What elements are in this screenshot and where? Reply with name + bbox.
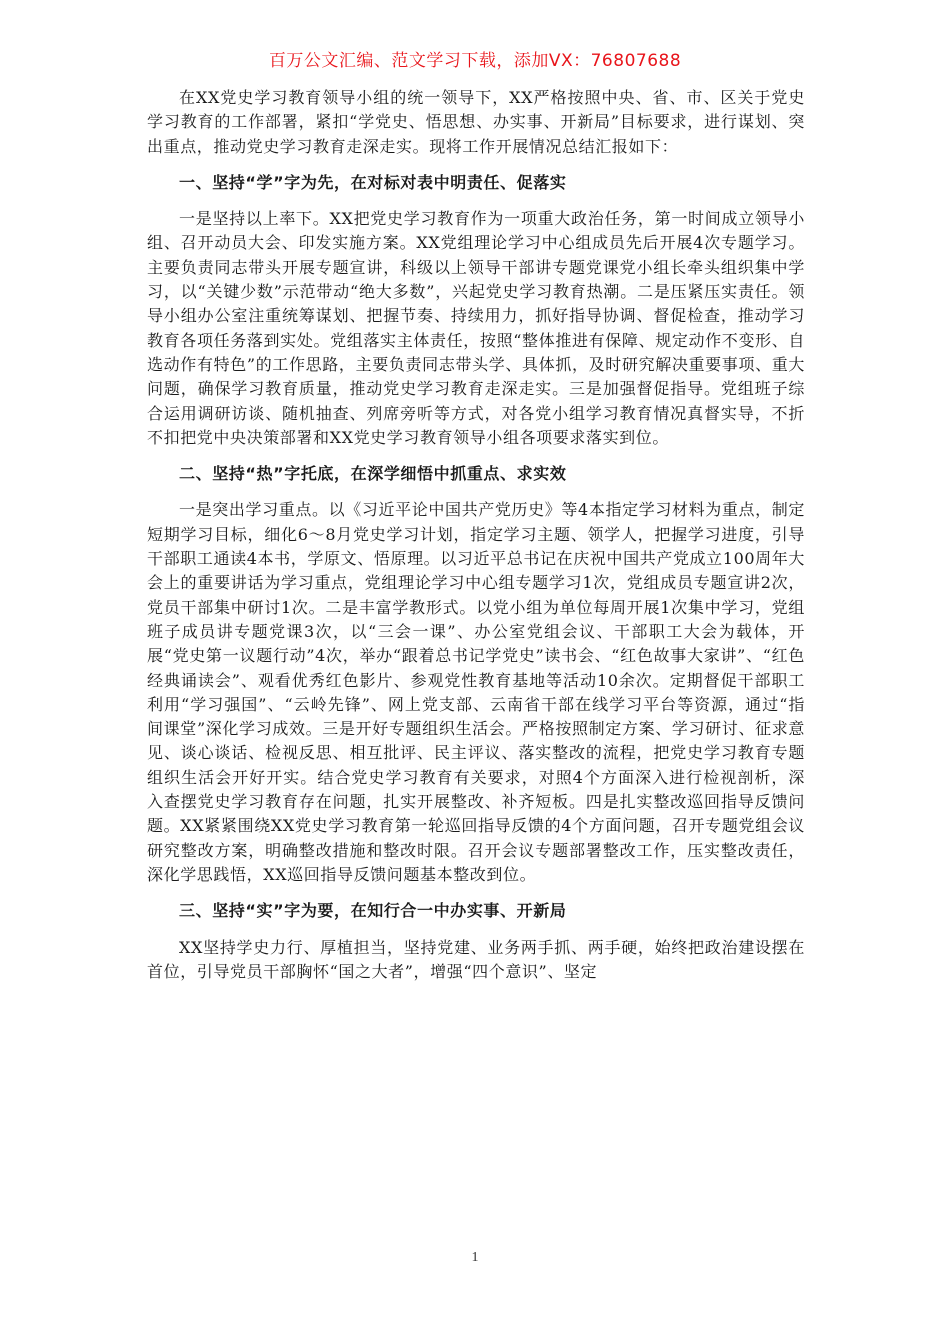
page-number: 1 [471,1250,479,1265]
section-3-body: XX坚持学史力行、厚植担当，坚持党建、业务两手抓、两手硬，始终把政治建设摆在首位，引导党员干部胸怀“国之大者”，增强“四个意识”、坚定 [147,937,805,981]
header-banner: 百万公文汇编、范文学习下载，添加VX：76807688 [268,51,682,71]
section-3-heading: 三、坚持“实”字为要，在知行合一中办实事、开新局 [179,901,567,921]
section-2-heading: 二、坚持“热”字托底，在深学细悟中抓重点、求实效 [179,464,567,484]
section-2-body: 一是突出学习重点。以《习近平论中国共产党历史》等4本指定学习材料为重点，制定短期学习目标，细化6～8月党史学习计划，指定学习主题、领学人，把握学习进度，引导干部职工通读4本书，学原文、悟原理。以习近平总书记在庆祝中国共产党成立100周年大会上的重要讲话为学习重点，党组理论学习中心组专题学习1次，党组成员专题宣讲2次，党员干部集中研讨1次。二是丰富学教形式。以党小组为单位每周开展1次集中学习，党组班子成员讲专题党课3次，以“三会一课”、办公室党组会议、干部职工大会为载体，开展“党史第一议题行动”4次，举办“跟着总书记学党史”读书会、“红色故事大家讲”、“红色经典诵读会”、观看优秀红色影片、参观党性教育基地等活动10余次。定期督促干部职工利用“学习强国”、“云岭先锋”、网上党支部、云南省干部在线学习平台等资源，通过“指间课堂”深化学习成效。三是开好专题组织生活会。严格按照制定方案、学习研讨、征求意见、谈心谈话、检视反思、相互批评、民主评议、落实整改的流程，把党史学习教育专题组织生活会开好开实。结合党史学习教育有关要求，对照4个方面深入进行检视剖析，深入查摆党史学习教育存在问题，扎实开展整改、补齐短板。四是扎实整改巡回指导反馈问题。XX紧紧围绕XX党史学习教育第一轮巡回指导反馈的4个方面问题，召开专题党组会议研究整改方案，明确整改措施和整改时限。召开会议专题部署整改工作，压实整改责任，深化学思践悟，XX巡回指导反馈问题基本整改到位。 [147,500,805,884]
intro-paragraph: 在XX党史学习教育领导小组的统一领导下，XX严格按照中央、省、市、区关于党史学习教育的工作部署，紧扣“学党史、悟思想、办实事、开新局”目标要求，进行谋划、突出重点，推动党史学习教育走深走实。现将工作开展情况总结汇报如下： [147,88,805,156]
document-body [147,86,805,984]
section-1-heading: 一、坚持“学”字为先，在对标对表中明责任、促落实 [179,172,567,192]
section-1-body: 一是坚持以上率下。XX把党史学习教育作为一项重大政治任务，第一时间成立领导小组、召开动员大会、印发实施方案。XX党组理论学习中心组成员先后开展4次专题学习。主要负责同志带头开展专题宣讲，科级以上领导干部讲专题党课党小组长牵头组织集中学习，以“关键少数”示范带动“绝大多数”，兴起党史学习教育热潮。二是压紧压实责任。领导小组办公室注重统筹谋划、把握节奏、持续用力，抓好指导协调、督促检查，推动学习教育各项任务落到实处。党组落实主体责任，按照“整体推进有保障、规定动作不变形、自选动作有特色”的工作思路，主要负责同志带头学、具体抓，及时研究解决重要事项、重大问题，确保学习教育质量，推动党史学习教育走深走实。三是加强督促指导。党组班子综合运用调研访谈、随机抽查、列席旁听等方式，对各党小组学习教育情况真督实导，不折不扣把党中央决策部署和XX党史学习教育领导小组各项要求落实到位。 [147,209,805,447]
